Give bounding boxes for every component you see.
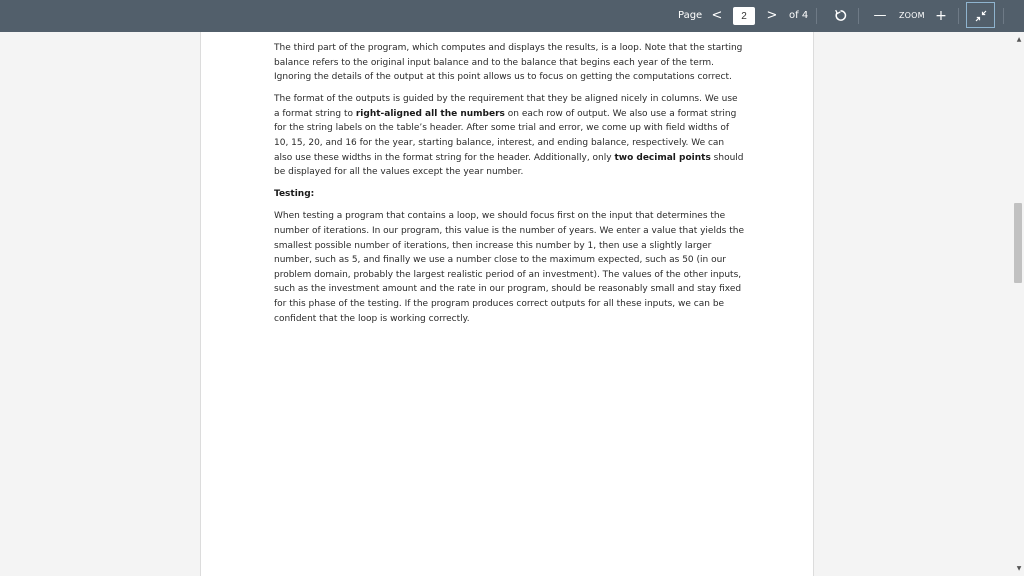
chevron-right-icon: > xyxy=(766,8,778,23)
document-page xyxy=(200,32,814,576)
prev-page-button[interactable] xyxy=(710,0,724,32)
text-run: should be displayed for all the values except the year number. xyxy=(274,152,744,178)
heading-testing xyxy=(274,187,744,202)
paragraph-results-loop: The third part of the program, which computes and displays the results, is a loop. Note that the starting balance refers to the original input balance and to the balance that begins each year of the term. Ignoring the details of the output at this point allows us to focus on getting the computations correct. xyxy=(274,43,743,83)
collapse-button[interactable] xyxy=(966,2,995,28)
bold-text: right-aligned all the numbers xyxy=(355,108,505,119)
rotate-button[interactable] xyxy=(832,0,848,32)
scroll-up-button[interactable]: ▲ xyxy=(1016,36,1022,43)
paragraph-output-format xyxy=(274,92,744,180)
bold-text: two decimal points xyxy=(614,152,711,163)
page-content xyxy=(274,41,744,334)
zoom-out-button[interactable]: — xyxy=(873,8,887,23)
toolbar-divider xyxy=(1003,8,1004,24)
heading-text: Testing: xyxy=(274,189,315,200)
viewer-toolbar xyxy=(0,0,1024,32)
toolbar-divider xyxy=(958,8,959,24)
page-number-input[interactable] xyxy=(733,7,755,25)
document-viewer xyxy=(0,32,1024,576)
text-run: on each row of output. We also use a format string for the string labels on the table’s header. After some trial and error, we come up with field widths of 10, 15, 20, and 16 for the year, starting balance, interest, and ending balance, respectively. We can also use these widths in the format string for the header. Additionally, only xyxy=(274,108,737,163)
collapse-icon xyxy=(975,10,987,22)
zoom-label: ZOOM xyxy=(899,11,925,20)
next-page-button[interactable] xyxy=(765,0,779,32)
page-label: Page xyxy=(678,10,703,21)
page-count-label: of 4 xyxy=(789,10,809,21)
toolbar-divider xyxy=(858,8,859,24)
scroll-down-button[interactable]: ▼ xyxy=(1016,565,1022,572)
chevron-left-icon: < xyxy=(711,8,723,23)
zoom-in-button[interactable]: + xyxy=(935,8,947,24)
rotate-icon xyxy=(834,9,847,22)
paragraph-testing: When testing a program that contains a loop, we should focus first on the input that determines the number of iterations. In our program, this value is the number of years. We enter a value that yields the smallest possible number of iterations, then increase this number by 1, then use a slightly larger number, such as 5, and finally we use a number close to the maximum expected, such as 50 (in our problem domain, probably the largest realistic period of an investment). The values of the other inputs, such as the investment amount and the rate in our program, should be reasonably small and stay fixed for this phase of the testing. If the program produces correct outputs for all these inputs, we can be confident that the loop is working correctly. xyxy=(274,211,744,324)
text-run: The format of the outputs is guided by the requirement that they be aligned nicely in columns. We use a format string to xyxy=(274,94,738,119)
toolbar-divider xyxy=(816,8,817,24)
scrollbar-thumb[interactable] xyxy=(1014,203,1022,283)
